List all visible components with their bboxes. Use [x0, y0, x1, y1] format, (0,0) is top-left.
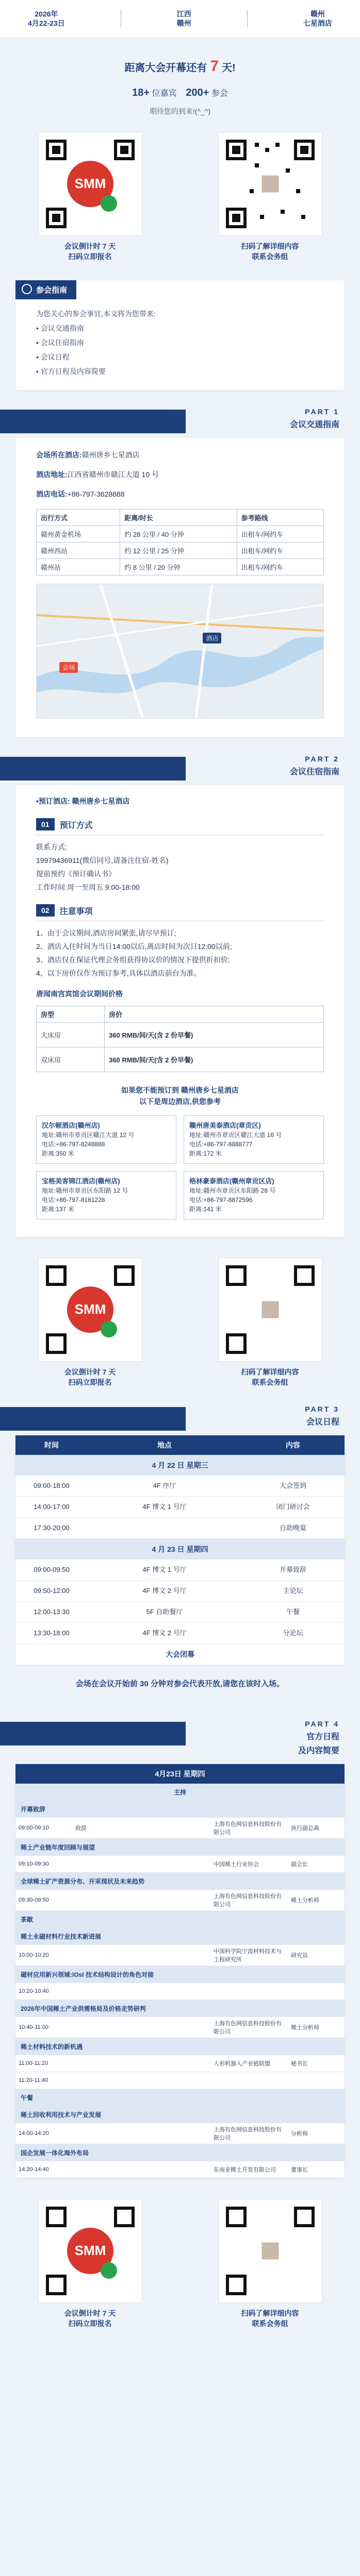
price-title: 唐闻南宫宾馆会议期间价格	[36, 990, 123, 998]
notice-line: 2、酒店入住时间为当日14:00以后,离店时间为次日12:00以前;	[36, 942, 232, 951]
agenda-time: 11:20-11:40	[19, 2077, 48, 2083]
venue-phone: 酒店电话:+86-797-3628888	[36, 490, 125, 498]
welcome-hint: 期待您的到来!(^_^)	[149, 107, 211, 115]
notice-section-head: 02 注意事项	[36, 904, 324, 921]
agenda-time: 09:10-09:30	[19, 1861, 49, 1867]
agenda-section: 稀土永磁材料行业技术新进展	[15, 1928, 345, 1945]
guide-item: • 官方日程及内容简要	[36, 367, 106, 376]
event-date: 2026年 4月22-23日	[28, 10, 65, 27]
booking-line: 19979436911(微信同号,请备注住宿-姓名)	[36, 856, 169, 865]
booking-section-head: 01 预订方式	[36, 818, 324, 835]
agenda-person: 副会长	[291, 1861, 308, 1868]
agenda-topic: 致辞	[75, 1825, 87, 1832]
event-venue: 赣州 七星酒店	[303, 10, 332, 27]
smm-logo-qr[interactable]	[38, 132, 142, 236]
guide-icon	[22, 284, 32, 294]
part4-heading: PART 4 官方日程 及内容简要	[298, 1720, 339, 1755]
part3-heading: PART 3 会议日程	[305, 1405, 339, 1427]
agenda-section: 午餐	[15, 2089, 345, 2106]
table-row: 赣州站 约 8 公里 / 20 分钟 出租车/网约车	[37, 559, 324, 575]
table-row: 赣州西站 约 12 公里 / 25 分钟 出租车/网约车	[37, 543, 324, 559]
agenda-time: 14:20-14:40	[19, 2166, 49, 2173]
countdown-days: 7	[210, 58, 219, 75]
event-stats: 18+ 位嘉宾 200+ 参会	[132, 87, 228, 98]
nearby-hotels	[36, 1115, 324, 1219]
agenda-org	[210, 2078, 288, 2082]
qr-right-caption-2: 联系会务组	[252, 1378, 288, 1386]
qr-left-caption-2: 扫码立即报名	[68, 2319, 112, 2328]
agenda-person: 稀土分析师	[291, 2025, 319, 2031]
booking-line: 工作时间:周一至周五 9:00-18:00	[36, 883, 140, 891]
agenda-row	[15, 2017, 345, 2038]
agenda-section: 开幕致辞	[15, 1801, 345, 1818]
agenda-topic	[72, 1898, 210, 1902]
notice-line: 4、以下房价仅作为预订参考,具体以酒店前台为准。	[36, 969, 201, 977]
agenda-time: 09:00-09:10	[19, 1825, 49, 1831]
guide-ribbon: 参会指南	[15, 280, 76, 299]
agenda-org: 中国稀土行业协会	[214, 1861, 259, 1868]
schedule-row: 09:00-09:50 4F 博文 1 号厅 开幕致辞	[15, 1560, 345, 1581]
venue-map[interactable]	[36, 584, 324, 719]
schedule-header: 时间 地点 内容	[15, 1435, 345, 1455]
agenda-topic	[72, 2061, 210, 2065]
table-row: 大床房 360 RMB/间/天(含 2 份早餐)	[37, 1023, 324, 1047]
agenda-row	[15, 1856, 345, 1873]
agenda-person	[288, 1989, 345, 1993]
agenda-time: 10:40-11:00	[19, 2024, 48, 2030]
booking-line: 提前预约《预订确认书》	[36, 870, 116, 878]
booking-line: 联系方式:	[36, 843, 67, 851]
agenda-time: 10:20-10:40	[19, 1988, 49, 1994]
smm-logo-text: SMM	[74, 176, 106, 191]
countdown: 距离大会开幕还有 7 天!	[124, 58, 236, 75]
agenda-org: 上海有色网信息科技股份有限公司	[214, 2127, 282, 2141]
guide-item: • 会议日程	[36, 353, 70, 361]
qr-right-caption-2: 联系会务组	[252, 2319, 288, 2328]
contact-qr[interactable]	[218, 1258, 322, 1362]
qr-row	[0, 2199, 360, 2329]
agenda-person	[288, 2078, 345, 2082]
qr-right-caption-2: 联系会务组	[252, 252, 288, 261]
qr-row	[0, 132, 360, 262]
agenda-org: 上海有色网信息科技股份有限公司	[214, 1821, 282, 1836]
schedule-row: 09:50-12:00 4F 博文 2 号厅 主论坛	[15, 1581, 345, 1602]
schedule-row: 17:30-20:00 自助晚宴	[15, 1518, 345, 1539]
agenda-org	[210, 1989, 288, 1993]
agenda-section: 稀土产业链年度回顾与展望	[15, 1839, 345, 1856]
qr-right-caption-1: 扫码了解详细内容	[241, 1368, 299, 1376]
agenda-topic	[72, 1862, 210, 1866]
agenda-row	[15, 2123, 345, 2144]
agenda-person: 董事长	[291, 2167, 308, 2173]
venue-address: 酒店地址:江西省赣州市赣江大道 10 号	[36, 470, 159, 479]
map-pin[interactable]: 酒店	[203, 633, 221, 643]
schedule-row: 14:00-17:00 4F 博文 1 号厅 闭门研讨会	[15, 1497, 345, 1518]
agenda-time: 10:00-10:20	[19, 1952, 49, 1958]
schedule-row: 13:30-18:00 4F 博文 2 号厅 分论坛	[15, 1623, 345, 1644]
agenda-section: 茶歇	[15, 1911, 345, 1928]
agenda-topic	[72, 2167, 210, 2172]
part1-heading: PART 1 会议交通指南	[289, 408, 339, 429]
part-bar	[0, 1407, 186, 1431]
agenda-org: 中国科学院宁波材料技术与工程研究所	[214, 1948, 282, 1963]
divider	[247, 10, 248, 27]
event-city: 江西 赣州	[176, 10, 191, 27]
smm-logo-text: SMM	[74, 1301, 106, 1317]
event-header	[0, 0, 360, 37]
agenda-topic	[72, 1989, 210, 1993]
agenda-row	[15, 1890, 345, 1911]
agenda-person: 稀土分析师	[291, 1897, 319, 1904]
guide-intro: 为您关心的参会事宜,本文将为您带来:	[36, 310, 156, 318]
qr-left-caption-1: 会议倒计时 7 天	[64, 242, 116, 250]
agenda-rows	[15, 1801, 345, 2178]
agenda-row	[15, 1945, 345, 1966]
contact-qr[interactable]	[218, 2199, 322, 2303]
agenda-topic	[72, 1953, 210, 1957]
entry-notice: 会场在会议开始前 30 分钟对参会代表开放,请您在该时入场。	[75, 1680, 285, 1688]
qr-right-caption-1: 扫码了解详细内容	[241, 242, 299, 250]
agenda-time: 11:00-11:20	[19, 2060, 48, 2066]
agenda-section: 全球稀土矿产资源分布、开采现状及未来趋势	[15, 1873, 345, 1890]
agenda-row	[15, 1818, 345, 1839]
qr-left-caption-2: 扫码立即报名	[68, 1378, 112, 1386]
agenda-person: 秘书长	[291, 2061, 308, 2067]
guide-item: • 会议住宿指南	[36, 338, 84, 347]
transport-card	[15, 438, 345, 737]
agenda-topic	[72, 2131, 210, 2136]
part2-heading: PART 2 会议住宿指南	[289, 755, 339, 776]
schedule-row: 12:00-13:30 5F 自助餐厅 午餐	[15, 1602, 345, 1623]
agenda-row	[15, 2072, 345, 2089]
agenda-org: 东南亚稀土开发有限公司	[214, 2167, 276, 2173]
agenda-section: 2026年中国稀土产业供需格局及价格走势研判	[15, 2000, 345, 2017]
agenda-org: 上海有色网信息科技股份有限公司	[214, 2021, 282, 2035]
hotel-item: 汉尔顿酒店(赣州店) 地址:赣州市章贡区赣江大道 12 号 电话:+86-797-8248888 距离:350 米	[36, 1115, 176, 1164]
schedule-row: 09:00-18:00 4F 序厅 大会签到	[15, 1476, 345, 1497]
hotel-item: 格林豪泰酒店(赣州章贡区店) 地址:赣州市章贡区东阳路 28 号 电话:+86-797-8872596 距离:141 米	[184, 1171, 324, 1219]
qr-left-caption-1: 会议倒计时 7 天	[64, 1368, 116, 1376]
hotel-item: 赣州唐美泰酒店(章贡区) 地址:赣州市章贡区赣江大道 16 号 电话:+86-797-8888777 距离:172 米	[184, 1115, 324, 1164]
hotel-item: 宝格美客锦江酒店(赣州店) 地址:赣州市章贡区东阳路 12 号 电话:+86-797-8181228 距离:137 米	[36, 1171, 176, 1219]
smm-logo-text: SMM	[74, 2243, 106, 2258]
guide-card	[15, 280, 345, 390]
part-bar	[0, 757, 186, 781]
hotel-intro: •预订酒店: 赣州唐乡七星酒店	[36, 797, 130, 805]
table-row: 赣州黄金机场 约 28 公里 / 40 分钟 出租车/网约车	[37, 526, 324, 543]
smm-logo-qr[interactable]	[38, 2199, 142, 2303]
smm-logo-qr[interactable]	[38, 1258, 142, 1362]
venue-hotel: 会场所在酒店:赣州唐乡七星酒店	[36, 451, 140, 459]
price-table: 房型 房价 大床房 360 RMB/间/天(含 2 份早餐) 双床房 360 RMB/间/天(含 2 份早餐)	[36, 1006, 324, 1072]
agenda-person: 研究员	[291, 1953, 308, 1959]
agenda-host: 主持	[15, 1784, 345, 1801]
agenda-topic	[72, 2078, 210, 2082]
agenda-row	[15, 1983, 345, 2000]
agenda-row	[15, 2055, 345, 2072]
agenda-topic	[72, 2025, 210, 2029]
schedule-day: 4 月 23 日 星期四	[15, 1539, 345, 1560]
agenda-person: 分析师	[291, 2131, 308, 2137]
contact-qr[interactable]	[218, 132, 322, 236]
agenda-section: 国企发展一体化海外布局	[15, 2144, 345, 2161]
notice-line: 3、酒店仅在保证代理会务组获得协议价的情况下提供折扣价;	[36, 956, 230, 964]
agenda-org: 人形机器人产业链联盟	[214, 2061, 270, 2067]
agenda-row	[15, 2161, 345, 2178]
qr-right-caption-1: 扫码了解详细内容	[241, 2309, 299, 2317]
agenda-time: 14:00-14:20	[19, 2130, 49, 2137]
agenda-card	[15, 1764, 345, 2178]
hotel-card	[15, 785, 345, 1237]
qr-row	[0, 1258, 360, 1387]
agenda-section: 稀土回收利用技术与产业发展	[15, 2106, 345, 2123]
map-pin[interactable]: 会场	[59, 662, 78, 673]
notice-line: 1、由于会议期间,酒店房间紧张,请尽早预订;	[36, 929, 176, 937]
transport-table: 出行方式 距离/时长 参考路线 赣州黄金机场 约 28 公里 / 40 分钟 出租车/网约车 赣州西站 约 12 公里 / 25 分钟 出租车/网约车 赣州站 约 8 公里 / 20 分钟 出租车/网约车	[36, 509, 324, 575]
schedule-end: 大会闭幕	[15, 1644, 345, 1665]
agenda-section: 稀土材料技术的新机遇	[15, 2038, 345, 2055]
part-bar	[0, 410, 186, 433]
agenda-time: 09:30-09:50	[19, 1897, 49, 1903]
agenda-date: 4月23日 星期四	[15, 1764, 345, 1784]
guide-item: • 会议交通指南	[36, 324, 84, 332]
part-bar	[0, 1722, 186, 1745]
schedule-card	[15, 1435, 345, 1665]
schedule-day: 4 月 22 日 星期三	[15, 1455, 345, 1476]
table-row: 双床房 360 RMB/间/天(含 2 份早餐)	[37, 1047, 324, 1072]
agenda-org: 上海有色网信息科技股份有限公司	[214, 1893, 282, 1908]
agenda-person: 执行副总裁	[291, 1825, 319, 1832]
qr-left-caption-2: 扫码立即报名	[68, 252, 112, 261]
qr-left-caption-1: 会议倒计时 7 天	[64, 2309, 116, 2317]
agenda-section: 磁材应用新兴领域:IOsl 技术结构设计的角色对接	[15, 1966, 345, 1983]
nearby-note: 如果您不能预订到 赣州唐乡七星酒店 以下是周边酒店,供您参考	[121, 1086, 239, 1106]
